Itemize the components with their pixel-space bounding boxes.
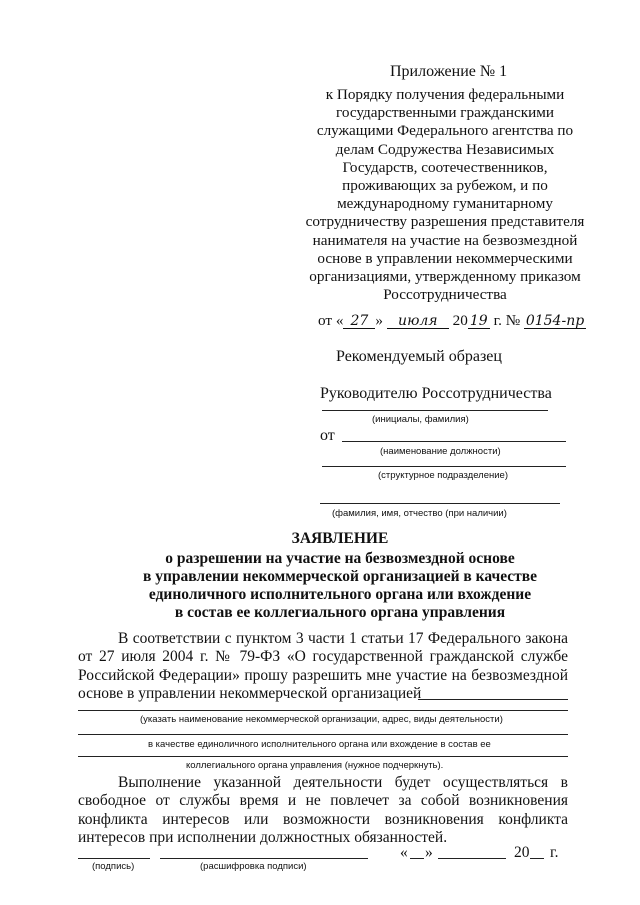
body-paragraph-2: Выполнение указанной деятельности будет осуществляться в свободное от службы время и не повлечет за собой возникновения конфликта интересов или возможности возникновения конфликта интересов при исполнении должностных обязанностей.: [78, 774, 568, 847]
role-line-2: [78, 756, 568, 757]
date-prefix: от «: [318, 312, 344, 329]
hint-role-2: коллегиального органа управления (нужное подчеркнуть).: [186, 760, 444, 771]
sign-date-open: «: [400, 844, 408, 861]
sign-month-line: [438, 858, 506, 859]
addressee-title: Руководителю Россотрудничества: [320, 385, 552, 402]
title-line-1: ЗАЯВЛЕНИЕ: [291, 530, 389, 547]
hint-initials: (инициалы, фамилия): [372, 414, 469, 425]
sign-year-prefix: 20: [514, 844, 530, 861]
department-line: [322, 466, 566, 467]
body-paragraph-1: В соответствии с пунктом 3 части 1 статьи 17 Федерального закона от 27 июля 2004 г. № 79-ФЗ «О государственной гражданской службе Российской Федерации» прошу разрешить мне участие на безвозмездной основе в управлении некоммерческой организацией: [78, 630, 568, 703]
sign-year-line: [530, 858, 544, 859]
hint-position: (наименование должности): [380, 446, 501, 457]
fullname-line: [320, 503, 560, 504]
hint-decode: (расшифровка подписи): [200, 861, 307, 872]
date-day: 27: [343, 314, 375, 329]
signature-decode-line: [160, 858, 368, 859]
title-line-5: в состав ее коллегиального органа управления: [174, 604, 506, 621]
title-line-3: в управлении некоммерческой организацией в качестве: [142, 568, 538, 585]
sign-day-line: [410, 858, 424, 859]
date-month: июля: [387, 314, 449, 329]
application-title: [110, 530, 570, 622]
hint-fullname: (фамилия, имя, отчество (при наличии): [332, 508, 507, 519]
date-number-label: г. №: [493, 312, 521, 329]
hint-sign: (подпись): [92, 861, 135, 872]
order-date-line: [318, 312, 586, 330]
initials-line: [322, 410, 548, 411]
date-year-prefix: 20: [452, 312, 468, 329]
from-label: от: [320, 427, 335, 444]
date-year: 19: [468, 314, 490, 329]
order-number: 0154-пр: [525, 313, 585, 329]
date-close: »: [375, 312, 384, 329]
position-line: [342, 441, 566, 442]
signature-line: [78, 858, 150, 859]
appendix-title: Приложение № 1: [390, 63, 508, 80]
hint-org: (указать наименование некоммерческой организации, адрес, виды деятельности): [140, 714, 503, 725]
org-line-tail: [418, 699, 568, 700]
hint-role-1: в качестве единоличного исполнительного органа или вхождение в состав ее: [148, 739, 491, 750]
sample-label: Рекомендуемый образец: [336, 348, 502, 365]
sign-year-suffix: г.: [550, 844, 559, 861]
org-line: [78, 710, 568, 711]
role-line: [78, 734, 568, 735]
appendix-body: к Порядку получения федеральными государственными гражданскими служащими Федерального агентства по делам Содружества Независимых Государств, соотечественников, проживающих за рубежом, и по международному гуманитарному сотрудничеству разрешения представителя нанимателя на участие на безвозмездной основе в управлении некоммерческими организациями, утвержденному приказом Россотрудничества: [305, 86, 585, 304]
sign-date-close: »: [425, 844, 433, 861]
title-line-2: о разрешении на участие на безвозмездной основе: [165, 550, 515, 567]
title-line-4: единоличного исполнительного органа или вхождение: [148, 586, 532, 603]
hint-department: (структурное подразделение): [378, 470, 508, 481]
